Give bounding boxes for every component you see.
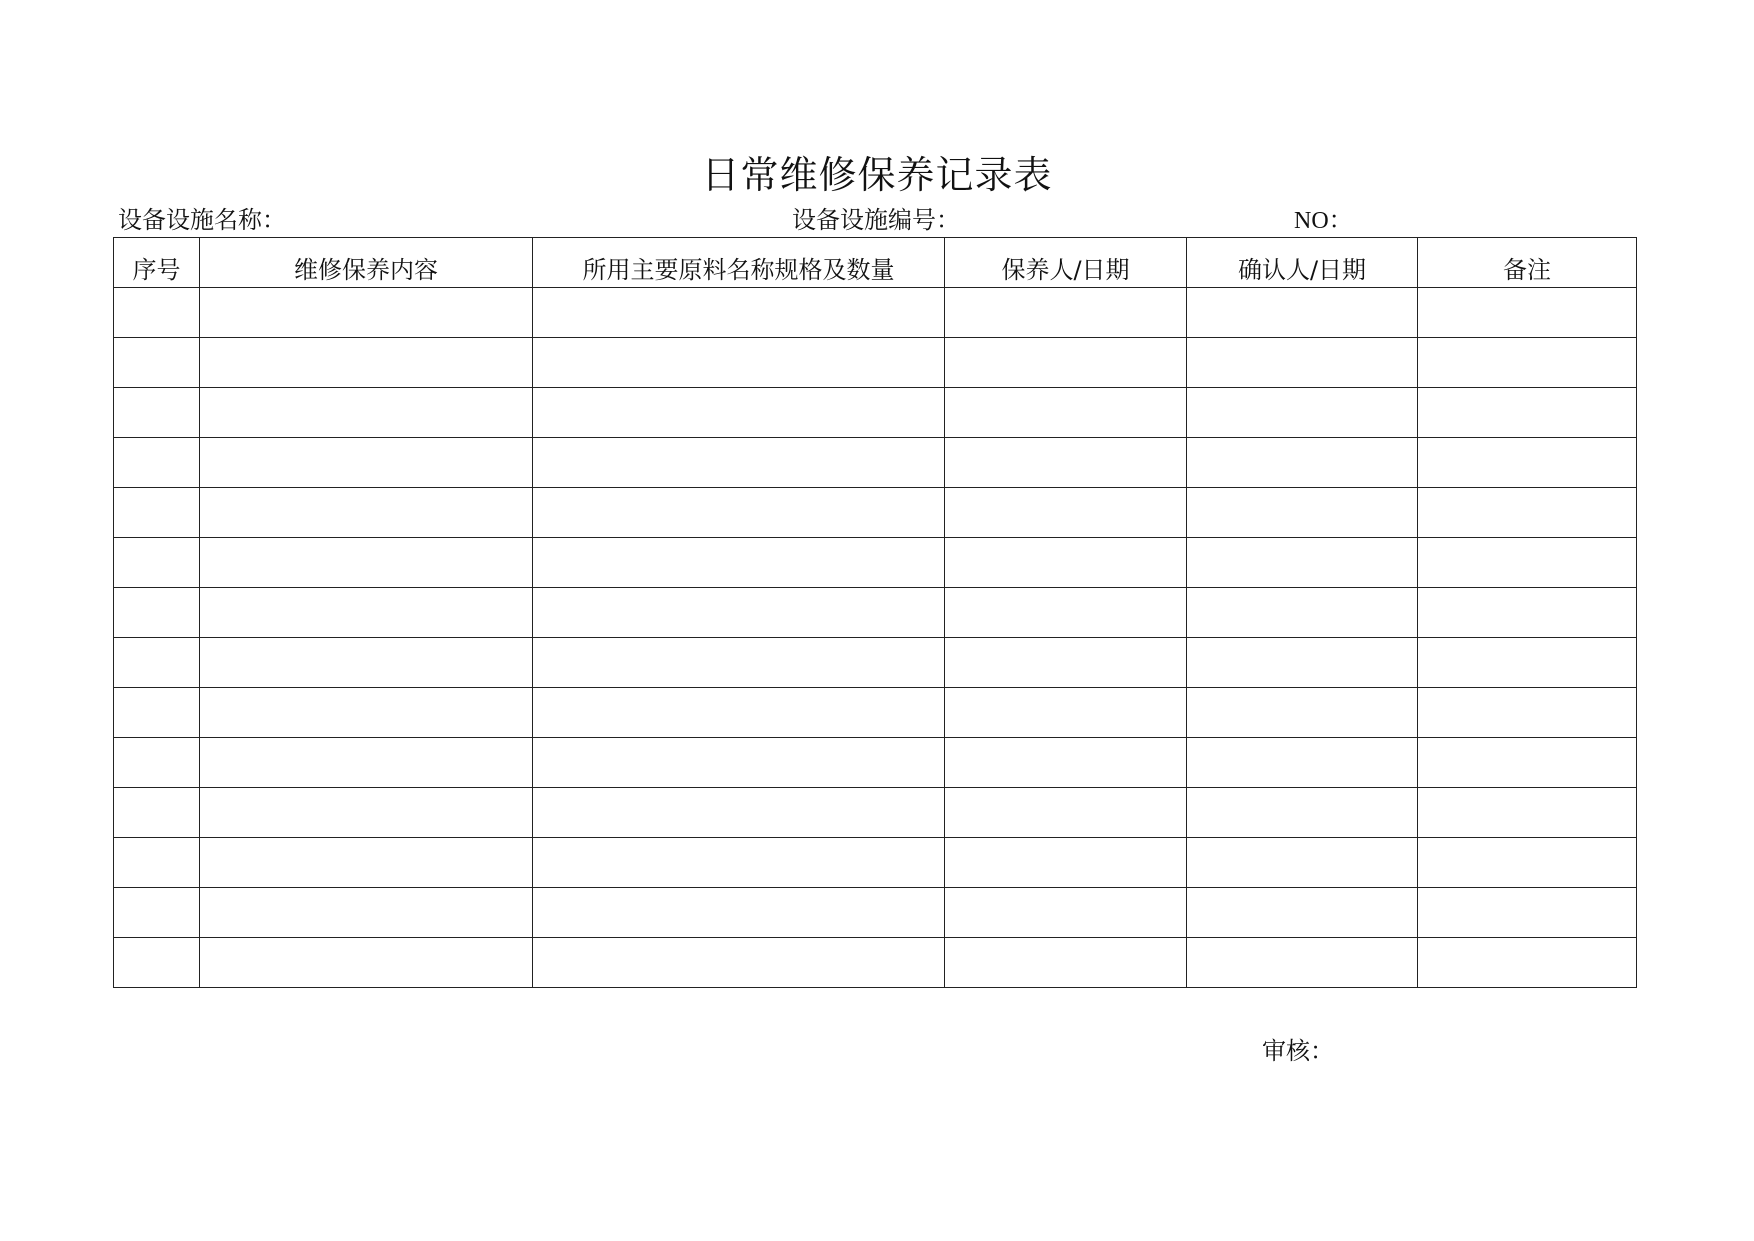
- confirmer-date-cell[interactable]: [1187, 738, 1418, 788]
- confirmer-date-cell[interactable]: [1187, 488, 1418, 538]
- serial-number-cell[interactable]: [114, 438, 200, 488]
- materials-cell[interactable]: [533, 838, 945, 888]
- maintenance-content-cell[interactable]: [200, 438, 533, 488]
- remarks-cell[interactable]: [1418, 688, 1637, 738]
- header-remarks: 备注: [1418, 238, 1637, 288]
- confirmer-date-cell[interactable]: [1187, 938, 1418, 988]
- maintenance-content-cell[interactable]: [200, 788, 533, 838]
- serial-number-cell[interactable]: [114, 688, 200, 738]
- remarks-cell[interactable]: [1418, 938, 1637, 988]
- table-row: [114, 588, 1637, 638]
- table-row: [114, 938, 1637, 988]
- maintainer-date-cell[interactable]: [945, 338, 1187, 388]
- maintainer-date-cell[interactable]: [945, 688, 1187, 738]
- maintenance-content-cell[interactable]: [200, 638, 533, 688]
- table-row: [114, 788, 1637, 838]
- remarks-cell[interactable]: [1418, 288, 1637, 338]
- confirmer-date-cell[interactable]: [1187, 788, 1418, 838]
- maintainer-date-cell[interactable]: [945, 788, 1187, 838]
- remarks-cell[interactable]: [1418, 438, 1637, 488]
- table-row: [114, 688, 1637, 738]
- remarks-cell[interactable]: [1418, 888, 1637, 938]
- header-maintenance-content: 维修保养内容: [200, 238, 533, 288]
- form-title: 日常维修保养记录表: [701, 153, 1053, 197]
- maintainer-date-cell[interactable]: [945, 738, 1187, 788]
- remarks-cell[interactable]: [1418, 638, 1637, 688]
- maintainer-date-cell[interactable]: [945, 388, 1187, 438]
- maintainer-date-cell[interactable]: [945, 488, 1187, 538]
- maintenance-content-cell[interactable]: [200, 888, 533, 938]
- maintenance-content-cell[interactable]: [200, 838, 533, 888]
- remarks-cell[interactable]: [1418, 538, 1637, 588]
- header-maintainer-date: 保养人/日期: [945, 238, 1187, 288]
- serial-number-cell[interactable]: [114, 338, 200, 388]
- table-row: [114, 388, 1637, 438]
- equipment-name-label: 设备设施名称：: [118, 206, 286, 234]
- record-number-colon: ：: [1328, 206, 1353, 234]
- table-row: [114, 888, 1637, 938]
- confirmer-date-cell[interactable]: [1187, 688, 1418, 738]
- table-row: [114, 488, 1637, 538]
- serial-number-cell[interactable]: [114, 938, 200, 988]
- remarks-cell[interactable]: [1418, 388, 1637, 438]
- materials-cell[interactable]: [533, 488, 945, 538]
- serial-number-cell[interactable]: [114, 538, 200, 588]
- confirmer-date-cell[interactable]: [1187, 438, 1418, 488]
- serial-number-cell[interactable]: [114, 738, 200, 788]
- maintenance-content-cell[interactable]: [200, 338, 533, 388]
- maintainer-date-cell[interactable]: [945, 438, 1187, 488]
- maintenance-content-cell[interactable]: [200, 488, 533, 538]
- maintainer-date-cell[interactable]: [945, 838, 1187, 888]
- materials-cell[interactable]: [533, 438, 945, 488]
- materials-cell[interactable]: [533, 938, 945, 988]
- confirmer-date-cell[interactable]: [1187, 288, 1418, 338]
- table-row: [114, 438, 1637, 488]
- remarks-cell[interactable]: [1418, 788, 1637, 838]
- header-confirmer-date: 确认人/日期: [1187, 238, 1418, 288]
- header-materials-spec-quantity: 所用主要原料名称规格及数量: [533, 238, 945, 288]
- serial-number-cell[interactable]: [114, 388, 200, 438]
- materials-cell[interactable]: [533, 588, 945, 638]
- materials-cell[interactable]: [533, 638, 945, 688]
- maintenance-content-cell[interactable]: [200, 938, 533, 988]
- materials-cell[interactable]: [533, 288, 945, 338]
- maintainer-date-cell[interactable]: [945, 288, 1187, 338]
- serial-number-cell[interactable]: [114, 788, 200, 838]
- confirmer-date-cell[interactable]: [1187, 538, 1418, 588]
- maintenance-content-cell[interactable]: [200, 388, 533, 438]
- confirmer-date-cell[interactable]: [1187, 588, 1418, 638]
- remarks-cell[interactable]: [1418, 838, 1637, 888]
- table-row: [114, 638, 1637, 688]
- maintainer-date-cell[interactable]: [945, 938, 1187, 988]
- maintainer-date-cell[interactable]: [945, 638, 1187, 688]
- remarks-cell[interactable]: [1418, 738, 1637, 788]
- record-number-text: NO: [1294, 208, 1329, 234]
- maintenance-content-cell[interactable]: [200, 738, 533, 788]
- confirmer-date-cell[interactable]: [1187, 388, 1418, 438]
- table-row: [114, 288, 1637, 338]
- maintenance-record-table: [113, 237, 1637, 988]
- serial-number-cell[interactable]: [114, 488, 200, 538]
- remarks-cell[interactable]: [1418, 488, 1637, 538]
- serial-number-cell[interactable]: [114, 638, 200, 688]
- table-row: [114, 338, 1637, 388]
- serial-number-cell[interactable]: [114, 888, 200, 938]
- materials-cell[interactable]: [533, 388, 945, 438]
- remarks-cell[interactable]: [1418, 588, 1637, 638]
- table-row: [114, 738, 1637, 788]
- table-body: [114, 288, 1637, 988]
- table-row: [114, 538, 1637, 588]
- table-row: [114, 838, 1637, 888]
- record-number-label: [1294, 205, 1353, 236]
- confirmer-date-cell[interactable]: [1187, 838, 1418, 888]
- maintenance-content-cell[interactable]: [200, 588, 533, 638]
- materials-cell[interactable]: [533, 688, 945, 738]
- maintenance-content-cell[interactable]: [200, 538, 533, 588]
- table-header-row: [114, 238, 1637, 288]
- serial-number-cell[interactable]: [114, 838, 200, 888]
- serial-number-cell[interactable]: [114, 288, 200, 338]
- materials-cell[interactable]: [533, 338, 945, 388]
- materials-cell[interactable]: [533, 888, 945, 938]
- maintainer-date-cell[interactable]: [945, 538, 1187, 588]
- serial-number-cell[interactable]: [114, 588, 200, 638]
- header-serial-number: 序号: [114, 238, 200, 288]
- confirmer-date-cell[interactable]: [1187, 338, 1418, 388]
- materials-cell[interactable]: [533, 788, 945, 838]
- maintainer-date-cell[interactable]: [945, 588, 1187, 638]
- maintenance-content-cell[interactable]: [200, 288, 533, 338]
- remarks-cell[interactable]: [1418, 338, 1637, 388]
- maintainer-date-cell[interactable]: [945, 888, 1187, 938]
- confirmer-date-cell[interactable]: [1187, 888, 1418, 938]
- equipment-code-label: 设备设施编号：: [792, 206, 960, 234]
- materials-cell[interactable]: [533, 538, 945, 588]
- materials-cell[interactable]: [533, 738, 945, 788]
- maintenance-content-cell[interactable]: [200, 688, 533, 738]
- confirmer-date-cell[interactable]: [1187, 638, 1418, 688]
- review-label: 审核：: [1262, 1037, 1334, 1065]
